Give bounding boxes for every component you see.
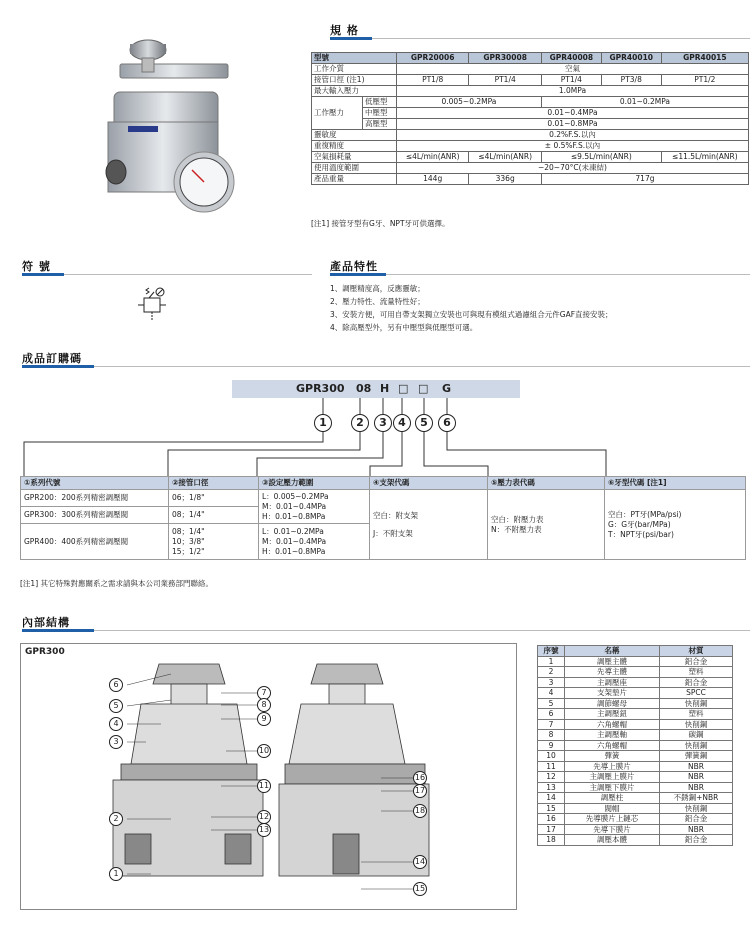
order-code-bar: GPR300 08 H □ □ G	[232, 380, 520, 398]
parts-table: 序號 名稱 材質 1 調壓主體 鋁合金 2 先導主體 塑料 3 主調壓座 鋁合金 4 支架墊片 SPCC 5 調節螺母 快削鋼 6 主調壓鈕 塑料 7 六角螺帽 快削鋼 8 主調壓軸 碳鋼 9 六角螺帽 快削鋼 10 彈簧 彈簧鋼 11 先導上膜片 NBR 12 主調壓上膜片 NBR 13 主調壓下膜片 NBR 14 調壓柱 不銹鋼+NBR 15 閥帽 快削鋼 16 先導膜片上鏈芯 鋁合金 17 先導下膜片 NBR 18 調壓本體 鋁合金	[537, 645, 733, 846]
spec-title: 規 格	[330, 24, 359, 37]
order-num: 6	[438, 414, 456, 432]
cross-section-drawing	[21, 644, 516, 909]
spec-header: GPR30008	[469, 53, 541, 64]
part-no: 13	[538, 782, 565, 793]
order-num: 3	[374, 414, 392, 432]
part-material: 塑料	[660, 709, 733, 720]
order-num: 1	[314, 414, 332, 432]
part-name: 先導上膜片	[565, 761, 660, 772]
parts-row	[538, 740, 733, 751]
parts-row	[538, 782, 733, 793]
features-title: 產品特性	[330, 260, 378, 273]
part-name: 支架墊片	[565, 688, 660, 699]
order-title: 成品訂購碼	[22, 352, 82, 365]
part-material: NBR	[660, 761, 733, 772]
part-material: 碳鋼	[660, 730, 733, 741]
part-name: 主調壓下膜片	[565, 782, 660, 793]
part-material: 鋁合金	[660, 677, 733, 688]
feature-item: 2、壓力特性、流量特性好；	[330, 297, 425, 306]
callout-12: 12	[257, 810, 271, 824]
callout-9: 9	[257, 712, 271, 726]
order-num: 2	[351, 414, 369, 432]
part-no: 3	[538, 677, 565, 688]
part-no: 10	[538, 751, 565, 762]
callout-8: 8	[257, 698, 271, 712]
part-no: 2	[538, 667, 565, 678]
part-name: 六角螺帽	[565, 719, 660, 730]
feature-item: 3、安裝方便，可用自帶支架獨立安裝也可與現有模組式過濾組合元件GAF直接安裝；	[330, 310, 613, 319]
part-material: SPCC	[660, 688, 733, 699]
parts-row	[538, 698, 733, 709]
part-material: 鋁合金	[660, 814, 733, 825]
part-material: 不銹鋼+NBR	[660, 793, 733, 804]
order-note: [注1] 其它特殊對應關系之需求請與本公司業務部門聯絡。	[20, 579, 214, 588]
callout-16: 16	[413, 771, 427, 785]
part-no: 15	[538, 803, 565, 814]
callout-14: 14	[413, 855, 427, 869]
callout-17: 17	[413, 784, 427, 798]
order-connector-lines	[0, 398, 755, 478]
part-material: NBR	[660, 782, 733, 793]
part-name: 調壓柱	[565, 793, 660, 804]
spec-header: GPR40010	[601, 53, 661, 64]
part-name: 彈簧	[565, 751, 660, 762]
order-num: 4	[393, 414, 411, 432]
internal-model-label: GPR300	[25, 647, 65, 657]
part-material: NBR	[660, 824, 733, 835]
parts-row	[538, 667, 733, 678]
part-name: 調壓本體	[565, 835, 660, 846]
part-no: 4	[538, 688, 565, 699]
part-no: 1	[538, 656, 565, 667]
order-table: ①系列代號 ②接管口徑 ③設定壓力範圍 ④支架代碼 ⑤壓力表代碼 ⑥牙型代碼 [注1] GPR200：200系列精密調壓閥 06；1/8" L：0.005~0.2MPa M：0.01~0.4MPa H：0.01~0.8MPa 空白：附支架 J：不附支架 空白：附壓力表 N：不附壓力表 空白：PT牙(MPa/psi) G：G牙(bar/MPa) T：NPT牙(psi/bar) GPR300：300系列精密調壓閥 08；1/4" GPR400：400系列精密調壓閥 08；1/4" 10；3/8" 15；1/2" L：0.01~0.2MPa M：0.01~0.4MPa H：0.01~0.8MPa	[20, 476, 746, 560]
part-no: 9	[538, 740, 565, 751]
parts-row	[538, 730, 733, 741]
spec-header: GPR40008	[541, 53, 601, 64]
part-no: 6	[538, 709, 565, 720]
part-material: 鋁合金	[660, 656, 733, 667]
part-name: 調壓主體	[565, 656, 660, 667]
callout-1: 1	[109, 867, 123, 881]
part-material: NBR	[660, 772, 733, 783]
parts-row	[538, 677, 733, 688]
spec-table: 型號 GPR20006 GPR30008 GPR40008 GPR40010 GPR40015 工作介質 空氣 接管口徑 (注1) PT1/8 PT1/4 PT1/4 PT3/8 PT1/2 最大輸入壓力 1.0MPa 工作壓力 低壓型 0.005~0.2MPa 0.01~0.2MPa 中壓型 0.01~0.4MPa 高壓型 0.01~0.8MPa 靈敏度 0.2%F.S.以內 重復精度 ± 0.5%F.S.以內 空氣損耗量 ≤4L/min(ANR) ≤4L/min(ANR) ≤9.5L/min(ANR) ≤11.5L/min(ANR) 使用溫度範圍 −20~70°C(未凍結) 產品重量 144g 336g 717g	[311, 52, 749, 185]
callout-15: 15	[413, 882, 427, 896]
order-num: 5	[415, 414, 433, 432]
part-material: 快削鋼	[660, 740, 733, 751]
part-material: 塑料	[660, 667, 733, 678]
parts-row	[538, 761, 733, 772]
parts-row	[538, 751, 733, 762]
callout-2: 2	[109, 812, 123, 826]
parts-row	[538, 793, 733, 804]
parts-row	[538, 709, 733, 720]
callout-4: 4	[109, 717, 123, 731]
part-name: 先導主體	[565, 667, 660, 678]
symbol-title: 符 號	[22, 260, 51, 273]
part-no: 5	[538, 698, 565, 709]
internal-drawing-frame	[20, 643, 517, 910]
part-name: 主調壓鈕	[565, 709, 660, 720]
part-name: 先導下膜片	[565, 824, 660, 835]
spec-header: GPR20006	[396, 53, 468, 64]
parts-row	[538, 656, 733, 667]
parts-row	[538, 824, 733, 835]
part-material: 快削鋼	[660, 698, 733, 709]
parts-row	[538, 719, 733, 730]
callout-3: 3	[109, 735, 123, 749]
part-no: 18	[538, 835, 565, 846]
callout-5: 5	[109, 699, 123, 713]
part-material: 快削鋼	[660, 719, 733, 730]
part-name: 六角螺帽	[565, 740, 660, 751]
spec-header: 型號	[312, 53, 397, 64]
product-photo	[88, 22, 258, 222]
callout-13: 13	[257, 823, 271, 837]
internal-title: 內部結構	[22, 616, 70, 629]
part-no: 16	[538, 814, 565, 825]
spec-note: [注1] 接管牙型有G牙、NPT牙可供選擇。	[311, 219, 450, 228]
callout-11: 11	[257, 779, 271, 793]
callout-18: 18	[413, 804, 427, 818]
part-material: 鋁合金	[660, 835, 733, 846]
callout-10: 10	[257, 744, 271, 758]
callout-6: 6	[109, 678, 123, 692]
part-name: 調節螺母	[565, 698, 660, 709]
part-material: 快削鋼	[660, 803, 733, 814]
part-no: 14	[538, 793, 565, 804]
parts-row	[538, 803, 733, 814]
part-name: 主調壓上膜片	[565, 772, 660, 783]
pneumatic-symbol-icon	[136, 284, 176, 324]
parts-row	[538, 772, 733, 783]
part-no: 8	[538, 730, 565, 741]
parts-row	[538, 814, 733, 825]
part-no: 17	[538, 824, 565, 835]
part-name: 主調壓軸	[565, 730, 660, 741]
feature-item: 4、除高壓型外，另有中壓型與低壓型可選。	[330, 323, 478, 332]
part-no: 11	[538, 761, 565, 772]
parts-row	[538, 688, 733, 699]
callout-7: 7	[257, 686, 271, 700]
part-no: 12	[538, 772, 565, 783]
part-name: 閥帽	[565, 803, 660, 814]
feature-item: 1、調壓精度高，反應靈敏；	[330, 284, 425, 293]
spec-header: GPR40015	[661, 53, 748, 64]
part-name: 先導膜片上鏈芯	[565, 814, 660, 825]
part-name: 主調壓座	[565, 677, 660, 688]
parts-row	[538, 835, 733, 846]
part-material: 彈簧鋼	[660, 751, 733, 762]
part-no: 7	[538, 719, 565, 730]
